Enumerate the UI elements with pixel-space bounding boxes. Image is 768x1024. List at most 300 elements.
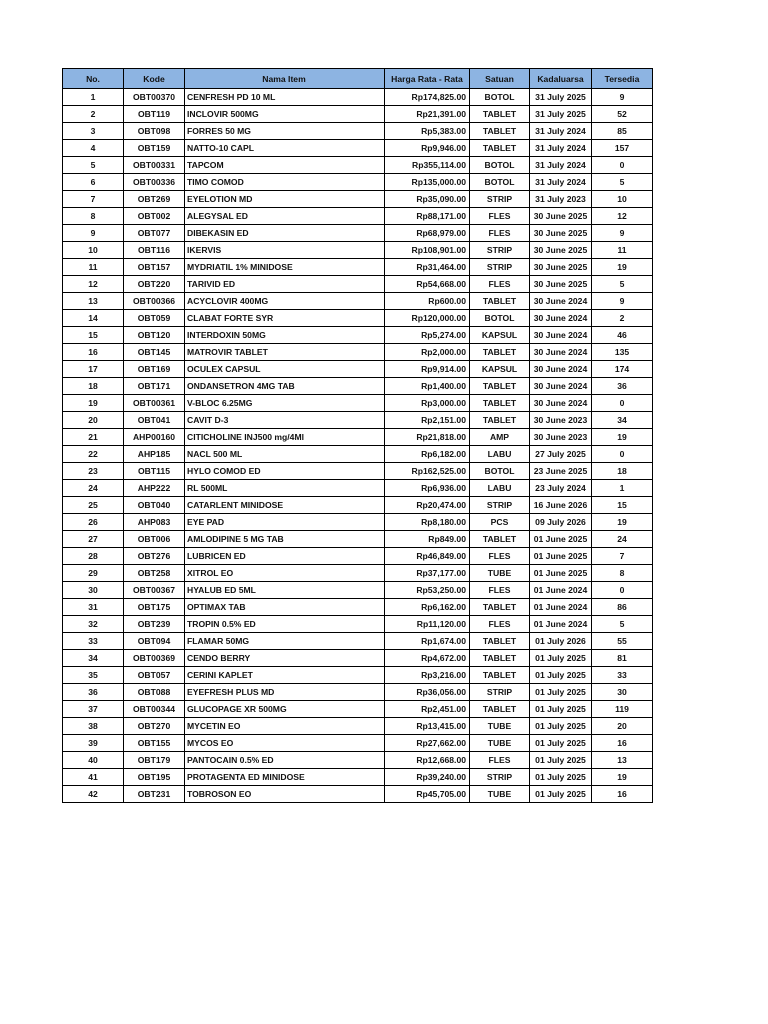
cell-satuan: TUBE	[470, 718, 530, 735]
cell-kode: OBT098	[124, 123, 185, 140]
cell-satuan: KAPSUL	[470, 327, 530, 344]
table-row	[63, 89, 653, 106]
table-row	[63, 684, 653, 701]
cell-tersedia: 0	[592, 157, 653, 174]
cell-tersedia: 19	[592, 259, 653, 276]
cell-kadaluarsa: 30 June 2025	[530, 276, 592, 293]
header-tersedia: Tersedia	[592, 69, 653, 89]
cell-kadaluarsa: 01 July 2025	[530, 769, 592, 786]
cell-tersedia: 8	[592, 565, 653, 582]
cell-satuan: BOTOL	[470, 463, 530, 480]
cell-kadaluarsa: 01 July 2026	[530, 633, 592, 650]
cell-tersedia: 11	[592, 242, 653, 259]
cell-harga: Rp108,901.00	[385, 242, 470, 259]
cell-no: 10	[63, 242, 124, 259]
cell-nama-item: TARIVID ED	[185, 276, 385, 293]
cell-kode: OBT094	[124, 633, 185, 650]
cell-tersedia: 30	[592, 684, 653, 701]
table-row	[63, 310, 653, 327]
cell-nama-item: GLUCOPAGE XR 500MG	[185, 701, 385, 718]
cell-kode: OBT231	[124, 786, 185, 803]
cell-nama-item: MYCOS EO	[185, 735, 385, 752]
table-row	[63, 735, 653, 752]
cell-kadaluarsa: 31 July 2024	[530, 123, 592, 140]
cell-kadaluarsa: 01 June 2025	[530, 531, 592, 548]
cell-satuan: TABLET	[470, 667, 530, 684]
cell-nama-item: HYLO COMOD ED	[185, 463, 385, 480]
cell-no: 40	[63, 752, 124, 769]
cell-satuan: BOTOL	[470, 89, 530, 106]
table-row	[63, 633, 653, 650]
cell-harga: Rp21,818.00	[385, 429, 470, 446]
cell-satuan: STRIP	[470, 684, 530, 701]
table-row	[63, 752, 653, 769]
cell-satuan: PCS	[470, 514, 530, 531]
cell-satuan: TABLET	[470, 650, 530, 667]
cell-no: 17	[63, 361, 124, 378]
cell-no: 30	[63, 582, 124, 599]
cell-satuan: STRIP	[470, 242, 530, 259]
table-row	[63, 344, 653, 361]
cell-nama-item: TROPIN 0.5% ED	[185, 616, 385, 633]
cell-no: 18	[63, 378, 124, 395]
cell-tersedia: 1	[592, 480, 653, 497]
cell-nama-item: INTERDOXIN 50MG	[185, 327, 385, 344]
cell-kadaluarsa: 23 July 2024	[530, 480, 592, 497]
cell-harga: Rp27,662.00	[385, 735, 470, 752]
cell-satuan: TABLET	[470, 140, 530, 157]
cell-tersedia: 135	[592, 344, 653, 361]
cell-kode: OBT269	[124, 191, 185, 208]
cell-satuan: FLES	[470, 225, 530, 242]
cell-satuan: FLES	[470, 208, 530, 225]
cell-kadaluarsa: 01 July 2025	[530, 684, 592, 701]
cell-harga: Rp6,162.00	[385, 599, 470, 616]
cell-kadaluarsa: 01 July 2025	[530, 701, 592, 718]
header-row	[63, 69, 653, 89]
cell-harga: Rp21,391.00	[385, 106, 470, 123]
cell-kode: OBT00367	[124, 582, 185, 599]
cell-satuan: STRIP	[470, 259, 530, 276]
cell-kadaluarsa: 01 July 2025	[530, 718, 592, 735]
cell-tersedia: 9	[592, 293, 653, 310]
cell-kode: OBT006	[124, 531, 185, 548]
cell-no: 32	[63, 616, 124, 633]
cell-nama-item: CENFRESH PD 10 ML	[185, 89, 385, 106]
cell-no: 33	[63, 633, 124, 650]
cell-nama-item: XITROL EO	[185, 565, 385, 582]
cell-no: 21	[63, 429, 124, 446]
cell-kadaluarsa: 01 June 2024	[530, 582, 592, 599]
table-row	[63, 718, 653, 735]
cell-kode: OBT145	[124, 344, 185, 361]
cell-kadaluarsa: 01 June 2024	[530, 599, 592, 616]
cell-tersedia: 2	[592, 310, 653, 327]
cell-tersedia: 157	[592, 140, 653, 157]
cell-nama-item: V-BLOC 6.25MG	[185, 395, 385, 412]
cell-satuan: TABLET	[470, 531, 530, 548]
cell-nama-item: INCLOVIR 500MG	[185, 106, 385, 123]
cell-kode: OBT057	[124, 667, 185, 684]
cell-harga: Rp37,177.00	[385, 565, 470, 582]
cell-satuan: BOTOL	[470, 174, 530, 191]
cell-tersedia: 34	[592, 412, 653, 429]
cell-nama-item: PANTOCAIN 0.5% ED	[185, 752, 385, 769]
cell-kode: OBT115	[124, 463, 185, 480]
cell-no: 11	[63, 259, 124, 276]
cell-kode: OBT179	[124, 752, 185, 769]
cell-kode: OBT116	[124, 242, 185, 259]
cell-no: 5	[63, 157, 124, 174]
cell-satuan: LABU	[470, 446, 530, 463]
cell-no: 8	[63, 208, 124, 225]
table-row	[63, 174, 653, 191]
table-row	[63, 208, 653, 225]
cell-satuan: TABLET	[470, 293, 530, 310]
cell-harga: Rp11,120.00	[385, 616, 470, 633]
cell-nama-item: FLAMAR 50MG	[185, 633, 385, 650]
cell-no: 26	[63, 514, 124, 531]
cell-tersedia: 13	[592, 752, 653, 769]
table-row	[63, 412, 653, 429]
cell-kode: OBT00369	[124, 650, 185, 667]
cell-kode: AHP083	[124, 514, 185, 531]
cell-kadaluarsa: 30 June 2024	[530, 344, 592, 361]
cell-harga: Rp88,171.00	[385, 208, 470, 225]
table-row	[63, 599, 653, 616]
cell-nama-item: CITICHOLINE INJ500 mg/4Ml	[185, 429, 385, 446]
table-body	[63, 89, 653, 803]
cell-satuan: STRIP	[470, 191, 530, 208]
cell-kadaluarsa: 31 July 2024	[530, 174, 592, 191]
table-row	[63, 786, 653, 803]
cell-kadaluarsa: 16 June 2026	[530, 497, 592, 514]
cell-no: 1	[63, 89, 124, 106]
cell-kode: OBT119	[124, 106, 185, 123]
cell-kadaluarsa: 30 June 2025	[530, 242, 592, 259]
cell-kadaluarsa: 30 June 2025	[530, 208, 592, 225]
cell-kode: OBT059	[124, 310, 185, 327]
cell-harga: Rp5,274.00	[385, 327, 470, 344]
table-row	[63, 531, 653, 548]
cell-harga: Rp162,525.00	[385, 463, 470, 480]
table-row	[63, 293, 653, 310]
cell-nama-item: DIBEKASIN ED	[185, 225, 385, 242]
cell-no: 19	[63, 395, 124, 412]
cell-kode: OBT159	[124, 140, 185, 157]
cell-nama-item: EYE PAD	[185, 514, 385, 531]
cell-harga: Rp54,668.00	[385, 276, 470, 293]
table-row	[63, 480, 653, 497]
cell-tersedia: 18	[592, 463, 653, 480]
cell-nama-item: NATTO-10 CAPL	[185, 140, 385, 157]
cell-satuan: TUBE	[470, 735, 530, 752]
cell-nama-item: TAPCOM	[185, 157, 385, 174]
cell-satuan: FLES	[470, 582, 530, 599]
table-row	[63, 446, 653, 463]
cell-no: 29	[63, 565, 124, 582]
cell-no: 12	[63, 276, 124, 293]
cell-harga: Rp135,000.00	[385, 174, 470, 191]
cell-kode: OBT270	[124, 718, 185, 735]
cell-harga: Rp5,383.00	[385, 123, 470, 140]
cell-harga: Rp1,674.00	[385, 633, 470, 650]
cell-kode: OBT157	[124, 259, 185, 276]
cell-satuan: TABLET	[470, 395, 530, 412]
cell-tersedia: 36	[592, 378, 653, 395]
cell-satuan: STRIP	[470, 769, 530, 786]
cell-tersedia: 86	[592, 599, 653, 616]
header-no: No.	[63, 69, 124, 89]
table-row	[63, 361, 653, 378]
cell-harga: Rp600.00	[385, 293, 470, 310]
cell-kadaluarsa: 30 June 2024	[530, 378, 592, 395]
cell-harga: Rp36,056.00	[385, 684, 470, 701]
cell-nama-item: ACYCLOVIR 400MG	[185, 293, 385, 310]
cell-nama-item: LUBRICEN ED	[185, 548, 385, 565]
cell-nama-item: CENDO BERRY	[185, 650, 385, 667]
header-nama-item: Nama Item	[185, 69, 385, 89]
cell-harga: Rp3,000.00	[385, 395, 470, 412]
table-row	[63, 769, 653, 786]
cell-tersedia: 15	[592, 497, 653, 514]
cell-no: 42	[63, 786, 124, 803]
cell-nama-item: CERINI KAPLET	[185, 667, 385, 684]
cell-harga: Rp9,946.00	[385, 140, 470, 157]
table-row	[63, 514, 653, 531]
cell-tersedia: 16	[592, 786, 653, 803]
cell-no: 4	[63, 140, 124, 157]
cell-harga: Rp355,114.00	[385, 157, 470, 174]
cell-kadaluarsa: 30 June 2025	[530, 225, 592, 242]
cell-kode: OBT195	[124, 769, 185, 786]
cell-kadaluarsa: 01 July 2025	[530, 667, 592, 684]
cell-no: 25	[63, 497, 124, 514]
cell-kadaluarsa: 31 July 2025	[530, 89, 592, 106]
cell-satuan: BOTOL	[470, 157, 530, 174]
cell-kode: AHP00160	[124, 429, 185, 446]
cell-satuan: TUBE	[470, 565, 530, 582]
table-row	[63, 378, 653, 395]
cell-no: 41	[63, 769, 124, 786]
cell-no: 16	[63, 344, 124, 361]
cell-nama-item: MYDRIATIL 1% MINIDOSE	[185, 259, 385, 276]
table-row	[63, 667, 653, 684]
cell-kode: OBT175	[124, 599, 185, 616]
cell-satuan: TABLET	[470, 599, 530, 616]
cell-tersedia: 10	[592, 191, 653, 208]
cell-tersedia: 33	[592, 667, 653, 684]
cell-tersedia: 9	[592, 225, 653, 242]
cell-kode: OBT155	[124, 735, 185, 752]
cell-no: 15	[63, 327, 124, 344]
table-row	[63, 701, 653, 718]
cell-no: 23	[63, 463, 124, 480]
cell-harga: Rp20,474.00	[385, 497, 470, 514]
cell-kode: OBT171	[124, 378, 185, 395]
cell-kode: AHP185	[124, 446, 185, 463]
cell-kode: OBT002	[124, 208, 185, 225]
table-row	[63, 616, 653, 633]
cell-nama-item: IKERVIS	[185, 242, 385, 259]
cell-kadaluarsa: 01 June 2024	[530, 616, 592, 633]
cell-satuan: TABLET	[470, 378, 530, 395]
table-row	[63, 191, 653, 208]
cell-no: 27	[63, 531, 124, 548]
cell-kode: OBT088	[124, 684, 185, 701]
cell-harga: Rp3,216.00	[385, 667, 470, 684]
cell-no: 37	[63, 701, 124, 718]
table-row	[63, 225, 653, 242]
cell-harga: Rp68,979.00	[385, 225, 470, 242]
cell-tersedia: 5	[592, 174, 653, 191]
cell-harga: Rp35,090.00	[385, 191, 470, 208]
table-row	[63, 276, 653, 293]
cell-tersedia: 24	[592, 531, 653, 548]
table-row	[63, 548, 653, 565]
cell-harga: Rp12,668.00	[385, 752, 470, 769]
cell-kode: AHP222	[124, 480, 185, 497]
cell-harga: Rp1,400.00	[385, 378, 470, 395]
cell-satuan: AMP	[470, 429, 530, 446]
cell-satuan: FLES	[470, 752, 530, 769]
table-row	[63, 429, 653, 446]
table-row	[63, 157, 653, 174]
cell-kode: OBT00344	[124, 701, 185, 718]
cell-satuan: TABLET	[470, 123, 530, 140]
cell-no: 36	[63, 684, 124, 701]
cell-tersedia: 0	[592, 446, 653, 463]
cell-nama-item: TIMO COMOD	[185, 174, 385, 191]
cell-kode: OBT00366	[124, 293, 185, 310]
cell-tersedia: 85	[592, 123, 653, 140]
cell-kadaluarsa: 01 July 2025	[530, 752, 592, 769]
cell-tersedia: 0	[592, 395, 653, 412]
cell-harga: Rp849.00	[385, 531, 470, 548]
cell-satuan: TABLET	[470, 344, 530, 361]
cell-harga: Rp174,825.00	[385, 89, 470, 106]
cell-kadaluarsa: 31 July 2024	[530, 140, 592, 157]
cell-tersedia: 7	[592, 548, 653, 565]
cell-nama-item: ONDANSETRON 4MG TAB	[185, 378, 385, 395]
cell-no: 31	[63, 599, 124, 616]
table-header	[63, 69, 653, 89]
cell-kadaluarsa: 01 June 2025	[530, 565, 592, 582]
cell-no: 34	[63, 650, 124, 667]
cell-no: 24	[63, 480, 124, 497]
cell-harga: Rp2,151.00	[385, 412, 470, 429]
cell-kadaluarsa: 30 June 2024	[530, 361, 592, 378]
cell-satuan: TABLET	[470, 701, 530, 718]
cell-tersedia: 19	[592, 769, 653, 786]
cell-tersedia: 0	[592, 582, 653, 599]
table-row	[63, 582, 653, 599]
cell-no: 38	[63, 718, 124, 735]
header-kode: Kode	[124, 69, 185, 89]
cell-kadaluarsa: 31 July 2024	[530, 157, 592, 174]
cell-no: 35	[63, 667, 124, 684]
cell-no: 39	[63, 735, 124, 752]
cell-harga: Rp8,180.00	[385, 514, 470, 531]
cell-nama-item: CLABAT FORTE SYR	[185, 310, 385, 327]
cell-nama-item: EYEFRESH PLUS MD	[185, 684, 385, 701]
cell-kadaluarsa: 31 July 2025	[530, 106, 592, 123]
cell-no: 14	[63, 310, 124, 327]
cell-nama-item: ALEGYSAL ED	[185, 208, 385, 225]
cell-nama-item: CAVIT D-3	[185, 412, 385, 429]
cell-kadaluarsa: 30 June 2024	[530, 293, 592, 310]
cell-satuan: TUBE	[470, 786, 530, 803]
cell-satuan: STRIP	[470, 497, 530, 514]
table-row	[63, 395, 653, 412]
cell-no: 6	[63, 174, 124, 191]
cell-harga: Rp13,415.00	[385, 718, 470, 735]
cell-nama-item: OCULEX CAPSUL	[185, 361, 385, 378]
cell-harga: Rp46,849.00	[385, 548, 470, 565]
cell-satuan: FLES	[470, 548, 530, 565]
table-row	[63, 259, 653, 276]
cell-no: 20	[63, 412, 124, 429]
cell-kode: OBT220	[124, 276, 185, 293]
cell-harga: Rp45,705.00	[385, 786, 470, 803]
cell-no: 9	[63, 225, 124, 242]
cell-tersedia: 9	[592, 89, 653, 106]
header-satuan: Satuan	[470, 69, 530, 89]
cell-satuan: TABLET	[470, 412, 530, 429]
cell-tersedia: 5	[592, 616, 653, 633]
cell-tersedia: 119	[592, 701, 653, 718]
cell-tersedia: 12	[592, 208, 653, 225]
cell-nama-item: MYCETIN EO	[185, 718, 385, 735]
cell-kadaluarsa: 30 June 2023	[530, 412, 592, 429]
cell-satuan: BOTOL	[470, 310, 530, 327]
inventory-table	[62, 68, 653, 803]
header-kadaluarsa: Kadaluarsa	[530, 69, 592, 89]
cell-tersedia: 81	[592, 650, 653, 667]
header-harga: Harga Rata - Rata	[385, 69, 470, 89]
cell-kadaluarsa: 01 July 2025	[530, 650, 592, 667]
cell-harga: Rp31,464.00	[385, 259, 470, 276]
cell-kode: OBT00370	[124, 89, 185, 106]
cell-harga: Rp2,000.00	[385, 344, 470, 361]
cell-kode: OBT276	[124, 548, 185, 565]
cell-nama-item: OPTIMAX TAB	[185, 599, 385, 616]
cell-kadaluarsa: 30 June 2024	[530, 327, 592, 344]
cell-no: 3	[63, 123, 124, 140]
table-row	[63, 463, 653, 480]
cell-nama-item: PROTAGENTA ED MINIDOSE	[185, 769, 385, 786]
cell-kadaluarsa: 23 June 2025	[530, 463, 592, 480]
cell-tersedia: 46	[592, 327, 653, 344]
cell-kadaluarsa: 01 June 2025	[530, 548, 592, 565]
cell-nama-item: RL 500ML	[185, 480, 385, 497]
cell-tersedia: 55	[592, 633, 653, 650]
cell-kode: OBT041	[124, 412, 185, 429]
cell-kadaluarsa: 01 July 2025	[530, 786, 592, 803]
cell-kadaluarsa: 01 July 2025	[530, 735, 592, 752]
table-row	[63, 650, 653, 667]
table-row	[63, 242, 653, 259]
cell-tersedia: 174	[592, 361, 653, 378]
cell-nama-item: FORRES 50 MG	[185, 123, 385, 140]
cell-satuan: FLES	[470, 276, 530, 293]
cell-harga: Rp4,672.00	[385, 650, 470, 667]
cell-harga: Rp2,451.00	[385, 701, 470, 718]
cell-no: 2	[63, 106, 124, 123]
cell-kadaluarsa: 31 July 2023	[530, 191, 592, 208]
cell-nama-item: HYALUB ED 5ML	[185, 582, 385, 599]
cell-kadaluarsa: 30 June 2024	[530, 310, 592, 327]
